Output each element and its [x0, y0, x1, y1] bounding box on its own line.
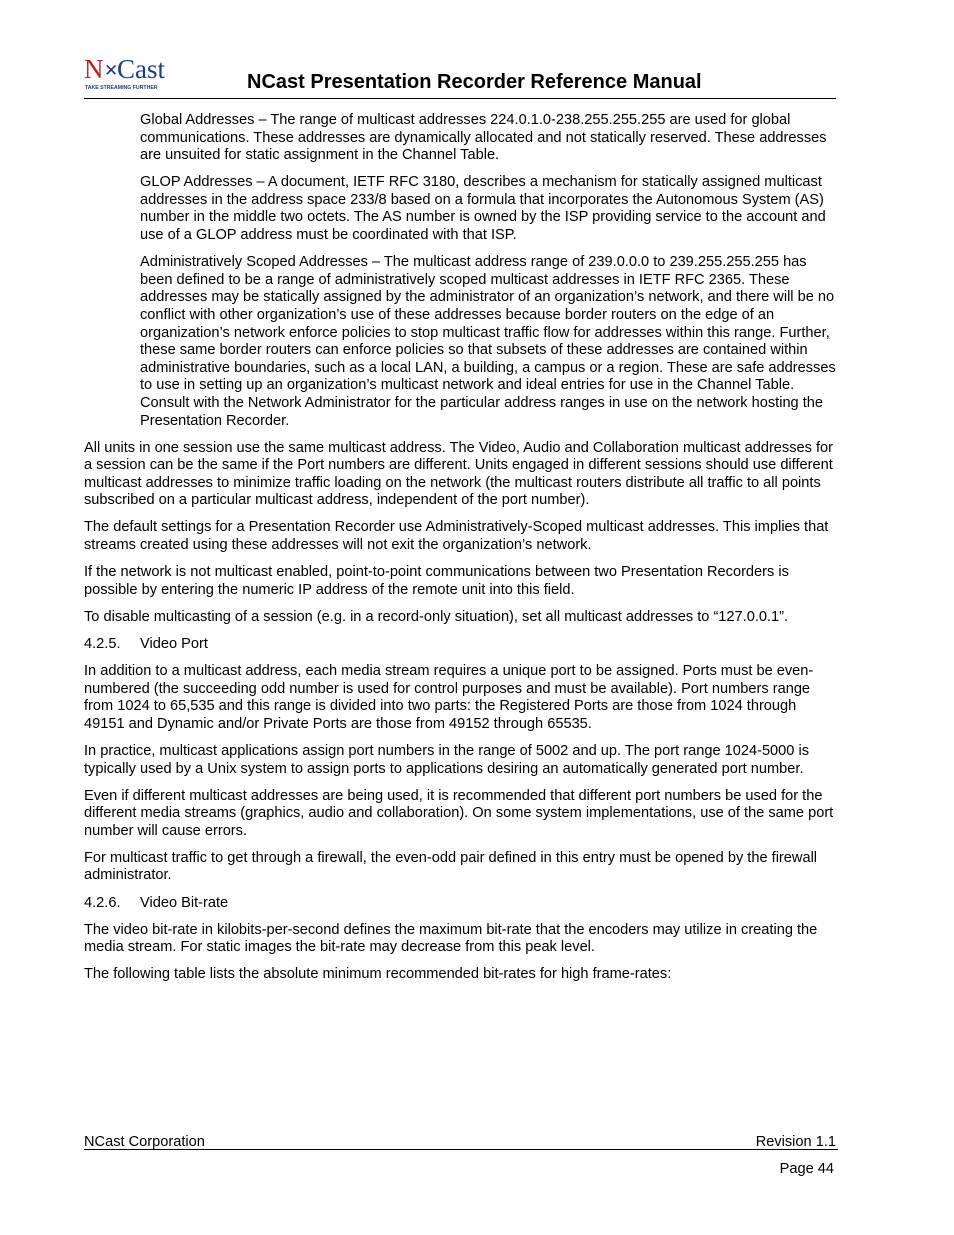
page-header	[84, 54, 836, 99]
port-practice-paragraph: In practice, multicast applications assign port numbers in the range of 5002 and up. The port range 1024-5000 is typically used by a Unix system to assign ports to applications desiring an automatically generated port number.	[84, 742, 809, 777]
section-number: 4.2.5.	[84, 635, 121, 652]
default-settings-paragraph: The default settings for a Presentation Recorder use Administratively-Scoped multicast addresses. This implies that streams created using these addresses will not exit the organization’s network.	[84, 519, 829, 554]
footer-revision: Revision 1.1	[755, 1134, 836, 1150]
admin-scoped-addresses-paragraph: Administratively Scoped Addresses – The multicast address range of 239.0.0.0 to 239.255.255.255 has been defined to be a range of administratively scoped multicast addresses in IETF RFC 2365. These addresses may be statically assigned by the administrator of an organization’s network, and there will be no conflict with other organization’s use of these addresses because border routers on the edge of an organization’s network enforce policies to stop multicast traffic flow for addresses within this range. Further, these same border routers can enforce policies so that subsets of these addresses are contained within administrative boundaries, such as a local LAN, a building, a campus or a region. These are safe addresses to use in setting up an organization’s multicast network and ideal entries for use in the Channel Table. Consult with the Network Administrator for the particular address ranges in use on the network hosting the Presentation Recorder.	[140, 254, 836, 429]
port-different-paragraph: Even if different multicast addresses are being used, it is recommended that different port numbers be used for the different media streams (graphics, audio and collaboration). On some system implementations, use of the same port number will cause errors.	[84, 787, 834, 839]
page-footer	[84, 1134, 838, 1150]
section-heading-video-port	[84, 636, 836, 654]
svg-text:TAKE STREAMING FURTHER: TAKE STREAMING FURTHER	[85, 85, 158, 91]
svg-text:N: N	[84, 54, 104, 84]
port-intro-paragraph: In addition to a multicast address, each media stream requires a unique port to be assigned. Ports must be even-numbered (the succeeding odd number is used for control purposes and must be available). Port numbers range from 1024 to 65,535 and this range is divided into two parts: the Registered Ports are those from 1024 through 49151 and Dynamic and/or Private Ports are those from 49152 through 65535.	[84, 663, 814, 732]
section-title: Video Bit-rate	[140, 894, 229, 911]
disable-multicast-paragraph: To disable multicasting of a session (e.g. in a record-only situation), set all multicast addresses to “127.0.0.1”.	[84, 608, 789, 625]
ncast-logo	[84, 54, 174, 94]
glop-addresses-paragraph: GLOP Addresses – A document, IETF RFC 3180, describes a mechanism for statically assigned multicast addresses in the address space 233/8 based on a formula that incorporates the Autonomous System (AS) number in the middle two octets. The AS number is owned by the ISP providing service to the account and use of a GLOP address must be coordinated with that ISP.	[140, 174, 826, 244]
bitrate-paragraph: The video bit-rate in kilobits-per-second defines the maximum bit-rate that the encoders may utilize in creating the media stream. For static images the bit-rate may decrease from this peak level.	[84, 921, 818, 956]
section-title: Video Port	[140, 635, 208, 652]
page-content	[84, 112, 836, 993]
table-intro-paragraph: The following table lists the absolute minimum recommended bit-rates for high frame-rates:	[84, 966, 672, 983]
page-number: Page 44	[779, 1161, 834, 1177]
section-number: 4.2.6.	[84, 894, 121, 911]
svg-text:✕: ✕	[104, 61, 119, 80]
svg-text:Cast: Cast	[117, 54, 166, 84]
firewall-paragraph: For multicast traffic to get through a firewall, the even-odd pair defined in this entry must be opened by the firewall administrator.	[84, 849, 818, 884]
footer-company: NCast Corporation	[84, 1134, 205, 1150]
section-heading-video-bitrate	[84, 895, 836, 913]
document-title: NCast Presentation Recorder Reference Manual	[247, 71, 702, 93]
global-addresses-paragraph: Global Addresses – The range of multicast addresses 224.0.1.0-238.255.255.255 are used for global communications. These addresses are dynamically allocated and not statically reserved. These addresses are unsuited for static assignment in the Channel Table.	[140, 112, 827, 164]
session-units-paragraph: All units in one session use the same multicast address. The Video, Audio and Collaboration multicast addresses for a session can be the same if the Port numbers are different. Units engaged in different sessions should use different multicast addresses to minimize traffic loading on the network (the multicast routers distribute all traffic to all points subscribed on a particular multicast address, independent of the port number).	[84, 439, 834, 509]
point-to-point-paragraph: If the network is not multicast enabled, point-to-point communications between two Presentation Recorders is possible by entering the numeric IP address of the remote unit into this field.	[84, 564, 789, 598]
